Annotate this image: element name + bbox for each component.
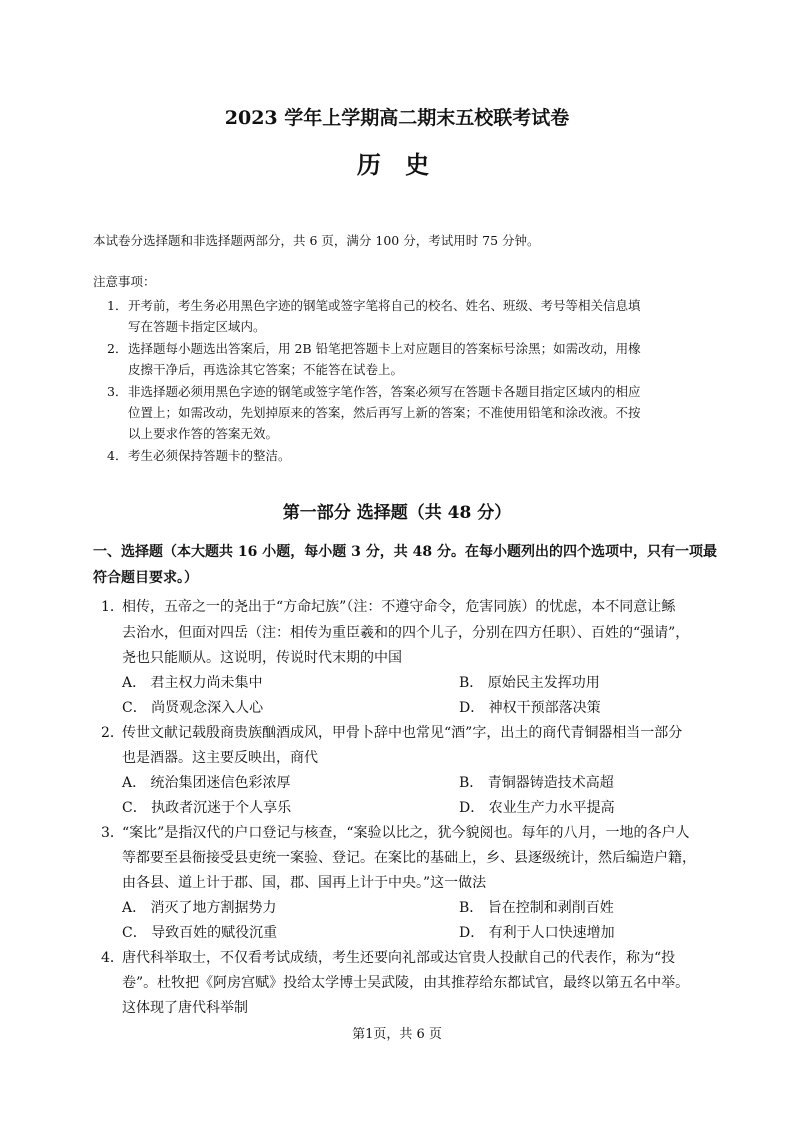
note-4-line: 考生必须保持答题卡的整洁。 <box>128 448 291 463</box>
question-3-number: 3． <box>101 825 124 841</box>
question-2-stem: 传世文献记载殷商贵族酗酒成风，甲骨卜辞中也常见“酒”字，出土的商代青铜器相当一部分 <box>122 725 683 741</box>
question-4-stem: 卷”。杜牧把《阿房宫赋》投给太学博士吴武陵，由其推荐给东都试官，最终以第五名中举。 <box>122 975 690 991</box>
question-1-option-c: C． 尚贤观念深入人心 <box>122 700 264 716</box>
subject-title: 历 史 <box>356 150 438 179</box>
question-3-stem: 等都要至县衙接受县吏统一案验、登记。在案比的基础上，乡、县逐级统计，然后编造户籍， <box>122 850 696 866</box>
note-2-line: 皮擦干净后，再选涂其它答案；不能答在试卷上。 <box>128 362 404 377</box>
question-2-option-b: B． 青铜器铸造技术高超 <box>459 775 614 791</box>
note-3-number: 3． <box>107 384 128 399</box>
note-3-line: 非选择题必须用黑色字迹的钢笔或签字笔作答，答案必须写在答题卡各题目指定区域内的相应 <box>128 384 641 399</box>
question-4-stem: 唐代科举取士，不仅看考试成绩，考生还要向礼部或达官贵人投献自己的代表作，称为“投 <box>122 950 676 966</box>
question-2-stem: 也是酒器。这主要反映出，商代 <box>122 750 318 766</box>
note-3-line: 以上要求作答的答案无效。 <box>128 426 279 441</box>
exam-title: 2023 学年上学期高二期末五校联考试卷 <box>224 107 570 129</box>
question-3-option-c: C． 导致百姓的赋役沉重 <box>122 925 278 941</box>
question-3-option-d: D． 有利于人口快速增加 <box>459 925 615 941</box>
page-footer: 第1页，共 6 页 <box>352 1027 442 1042</box>
question-1-stem: 去治水，但面对四岳（注：相传为重臣羲和的四个儿子，分别在四方任职）、百姓的“强请”， <box>122 625 690 641</box>
note-2-number: 2． <box>107 341 128 356</box>
section-instructions: 一、选择题（本大题共 16 小题，每小题 3 分，共 48 分。在每小题列出的四个选项中，只有一项最 <box>93 544 717 560</box>
note-1-line: 写在答题卡指定区域内。 <box>128 319 266 334</box>
question-1-option-d: D． 神权干预部落决策 <box>459 700 601 716</box>
question-1-stem: 尧也只能顺从。这说明，传说时代末期的中国 <box>122 650 402 666</box>
question-1-stem: 相传，五帝之一的尧出于“方命圮族”（注：不遵守命令，危害同族）的忧虑，本不同意让鲧 <box>122 599 676 615</box>
note-2-line: 选择题每小题选出答案后，用 2B 铅笔把答题卡上对应题目的答案标号涂黑；如需改动，用橡 <box>128 341 641 356</box>
question-2-option-d: D． 农业生产力水平提高 <box>459 800 615 816</box>
question-1-option-b: B． 原始民主发挥功用 <box>459 675 600 691</box>
question-3-option-b: B． 旨在控制和剥削百姓 <box>459 900 614 916</box>
question-4-number: 4． <box>101 950 124 966</box>
question-2-option-a: A． 统治集团迷信色彩浓厚 <box>122 775 291 791</box>
question-2-option-c: C． 执政者沉迷于个人享乐 <box>122 800 292 816</box>
question-2-number: 2． <box>101 725 124 741</box>
question-3-stem: 由各县、道上计于郡、国，郡、国再上计于中央。”这一做法 <box>122 875 487 891</box>
section-title: 第一部分 选择题（共 48 分） <box>282 503 512 523</box>
question-3-option-a: A． 消灭了地方割据势力 <box>122 900 277 916</box>
question-3-stem: “案比”是指汉代的户口登记与核查，“案验以比之，犹今貌阅也。每年的八月，一地的各户人 <box>122 825 690 841</box>
question-4-stem: 这体现了唐代科举制 <box>122 1000 248 1016</box>
note-3-line: 位置上；如需改动，先划掉原来的答案，然后再写上新的答案；不准使用铅笔和涂改液。不按 <box>128 405 641 420</box>
question-1-number: 1． <box>101 599 124 615</box>
exam-intro: 本试卷分选择题和非选择题两部分，共 6 页，满分 100 分，考试用时 75 分钟。 <box>93 233 540 248</box>
section-instructions: 符合题目要求。） <box>93 570 198 586</box>
notes-heading: 注意事项： <box>93 274 156 289</box>
note-1-line: 开考前，考生务必用黑色字迹的钢笔或签字笔将自己的校名、姓名、班级、考号等相关信息填 <box>128 298 641 313</box>
note-4-number: 4． <box>107 448 128 463</box>
question-1-option-a: A． 君主权力尚未集中 <box>122 675 263 691</box>
note-1-number: 1． <box>107 298 128 313</box>
